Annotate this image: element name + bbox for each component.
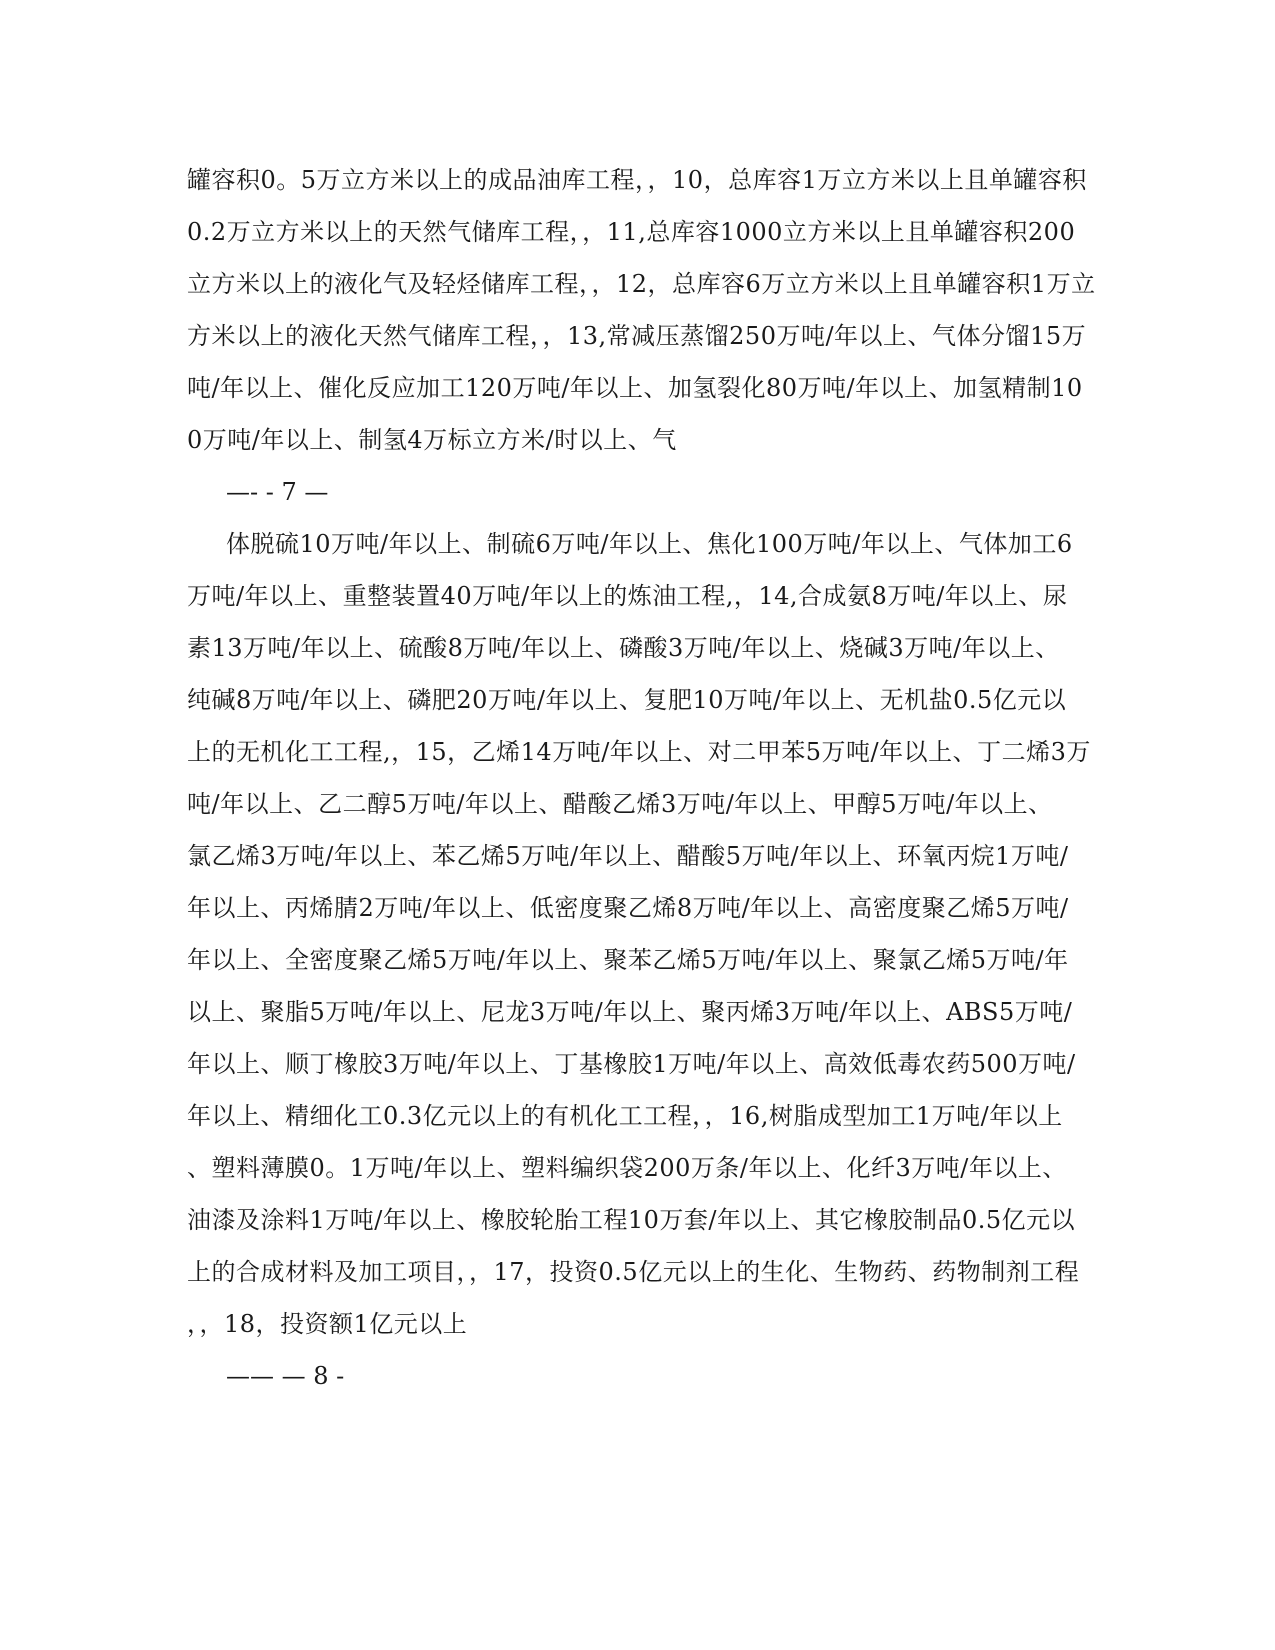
text-line: 纯碱8万吨/年以上、磷肥20万吨/年以上、复肥10万吨/年以上、无机盐0.5亿元以 [187,686,1067,714]
text-line: 、塑料薄膜0。1万吨/年以上、塑料编织袋200万条/年以上、化纤3万吨/年以上、 [187,1154,1067,1182]
text-line: 0万吨/年以上、制氢4万标立方米/时以上、气 [187,426,677,454]
text-line: 油漆及涂料1万吨/年以上、橡胶轮胎工程10万套/年以上、其它橡胶制品0.5亿元以 [187,1206,1076,1234]
text-line: 0.2万立方米以上的天然气储库工程，，11,总库容1000立方米以上且单罐容积200 [187,218,1076,246]
text-line: 立方米以上的液化气及轻烃储库工程，，12，总库容6万立方米以上且单罐容积1万立 [187,270,1096,298]
text-line: 以上、聚脂5万吨/年以上、尼龙3万吨/年以上、聚丙烯3万吨/年以上、ABS5万吨/ [187,998,1073,1026]
text-line: 氯乙烯3万吨/年以上、苯乙烯5万吨/年以上、醋酸5万吨/年以上、环氧丙烷1万吨/ [187,842,1069,870]
text-line: 吨/年以上、催化反应加工120万吨/年以上、加氢裂化80万吨/年以上、加氢精制10 [187,374,1083,402]
text-line: 上的合成材料及加工项目，，17，投资0.5亿元以上的生化、生物药、药物制剂工程 [187,1258,1080,1286]
text-line: 罐容积0。5万立方米以上的成品油库工程，，10，总库容1万立方米以上且单罐容积 [187,166,1087,194]
page-number: —- - 7 — [226,478,329,506]
text-line: 上的无机化工工程,，15，乙烯14万吨/年以上、对二甲苯5万吨/年以上、丁二烯3万 [187,738,1091,766]
text-line: 方米以上的液化天然气储库工程，，13,常减压蒸馏250万吨/年以上、气体分馏15万 [187,322,1087,350]
text-line: 年以上、精细化工0.3亿元以上的有机化工工程，，16,树脂成型加工1万吨/年以上 [187,1102,1063,1130]
text-line: 体脱硫10万吨/年以上、制硫6万吨/年以上、焦化100万吨/年以上、气体加工6 [226,530,1073,558]
text-line: 素13万吨/年以上、硫酸8万吨/年以上、磷酸3万吨/年以上、烧碱3万吨/年以上、 [187,634,1060,662]
text-line: 年以上、丙烯腈2万吨/年以上、低密度聚乙烯8万吨/年以上、高密度聚乙烯5万吨/ [187,894,1069,922]
text-line: 吨/年以上、乙二醇5万吨/年以上、醋酸乙烯3万吨/年以上、甲醇5万吨/年以上、 [187,790,1053,818]
text-line: 年以上、顺丁橡胶3万吨/年以上、丁基橡胶1万吨/年以上、高效低毒农药500万吨/ [187,1050,1076,1078]
text-line: ，，18，投资额1亿元以上 [187,1310,468,1338]
text-line: 万吨/年以上、重整装置40万吨/年以上的炼油工程,，14,合成氨8万吨/年以上、尿 [187,582,1068,610]
text-line: 年以上、全密度聚乙烯5万吨/年以上、聚苯乙烯5万吨/年以上、聚氯乙烯5万吨/年 [187,946,1069,974]
page-number: —— — 8 - [226,1362,345,1390]
